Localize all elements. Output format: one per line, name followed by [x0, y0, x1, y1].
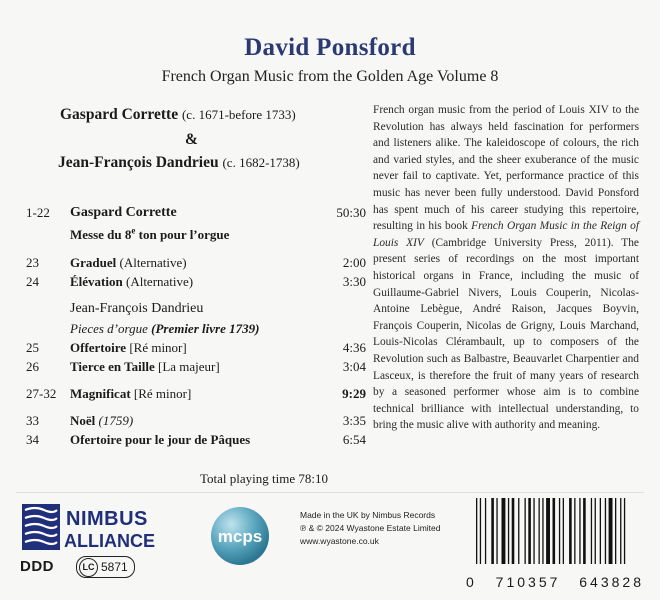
track-duration: 3:35 [342, 413, 366, 428]
work-title: Messe du 8e ton pour l’orgue [70, 225, 230, 242]
artist-name: David Ponsford [244, 34, 416, 61]
composer-line-1 [60, 106, 296, 124]
track-number: 24 [26, 274, 39, 289]
website-text: www.wyastone.co.uk [300, 536, 379, 546]
album-title: French Organ Music from the Golden Age Volume 8 [161, 68, 499, 85]
track-row [26, 358, 366, 376]
track-duration: 6:54 [342, 432, 366, 447]
made-in-text: Made in the UK by Nimbus Records [300, 510, 436, 520]
barcode-digit-lead: 0 [466, 574, 477, 590]
divider [16, 492, 644, 493]
track-duration: 3:30 [342, 274, 366, 289]
total-playing-time: Total playing time 78:10 [200, 471, 328, 486]
track-row [26, 204, 366, 222]
track-number: 23 [26, 255, 39, 270]
composer-ampersand [185, 131, 198, 149]
track-number: 25 [26, 340, 39, 355]
track-number: 1-22 [26, 205, 50, 220]
barcode-digits-right: 643828 [579, 574, 644, 590]
track-duration: 4:36 [342, 340, 366, 355]
album-description: French organ music from the period of Louis XIV to the Revolution has always held fascination for performers and listeners alike. The kaleidoscope of colours, the rich and varied styles, and the sheer exuberance of the music never fail to captivate. Yet, performance practice of this music has never been fully understood. David Ponsford has spent much of his career studying this repertoire, resulting in his book French Organ Music in the Reign of Louis XIV (Cambridge University Press, 2011). The present series of recordings on the most important historical organs in France, including the music of Guillaume-Gabriel Nivers, Louis Couperin, Nicolas-Antoine Lebègue, André Raison, Jacques Boyvin, François Couperin, Nicolas de Grigny, Louis Marchand, Louis-Nicolas Clérambault, up to composers of the Revolution such as Balbastre, Beauvarlet Charpentier and Lasceux, is therefore the fruit of many years of research by a seasoned performer whose aim is to combine technical brilliance with intellectual understanding, to bring the music alive with authority and meaning. [373, 104, 640, 432]
section-composer: Gaspard Corrette [70, 205, 177, 220]
track-row [26, 339, 366, 357]
track-title: Noël (1759) [70, 413, 134, 428]
track-number: 33 [26, 413, 39, 428]
manufacturer-info [300, 509, 441, 548]
barcode [466, 498, 644, 568]
composer-line-2 [58, 154, 300, 172]
nimbus-alliance-logo [22, 504, 184, 550]
book-title: French Organ Music in the Reign of Louis XIV [373, 220, 640, 249]
svg-text:ALLIANCE: ALLIANCE [64, 531, 155, 550]
mcps-logo [210, 506, 270, 566]
ampersand: & [185, 131, 198, 148]
svg-text:NIMBUS: NIMBUS [66, 508, 148, 530]
composer-dates: (c. 1682-1738) [222, 155, 300, 170]
composer-dates: (c. 1671-before 1733) [181, 107, 296, 122]
track-number: 27-32 [26, 386, 57, 401]
work-title: Pieces d’orgue (Premier livre 1739) [70, 321, 260, 336]
track-duration: 3:04 [342, 359, 366, 374]
track-row [26, 412, 366, 430]
track-title: Magnificat [Ré minor] [70, 386, 192, 401]
section-composer: Jean-François Dandrieu [70, 301, 204, 316]
track-row [26, 254, 366, 272]
track-title: Tierce en Taille [La majeur] [70, 359, 220, 374]
track-title: Élévation (Alternative) [70, 274, 194, 289]
track-duration: 2:00 [342, 255, 366, 270]
ddd-code: DDD [20, 558, 54, 575]
track-duration: 50:30 [336, 205, 366, 220]
barcode-digits-left: 710357 [495, 574, 561, 590]
composer-name: Jean-François Dandrieu [58, 154, 219, 171]
track-row [26, 431, 366, 449]
track-number: 26 [26, 359, 39, 374]
track-row [26, 273, 366, 291]
work-title-row [26, 320, 366, 338]
track-number: 34 [26, 432, 39, 447]
lc-number: 5871 [101, 560, 128, 574]
svg-text:mcps: mcps [217, 527, 263, 546]
lc-badge: LC [79, 558, 98, 577]
track-title: Graduel (Alternative) [70, 255, 187, 270]
barcode-number [466, 574, 644, 590]
track-row [26, 385, 366, 403]
work-title-row [26, 226, 366, 244]
track-title: Ofertoire pour le jour de Pâques [70, 432, 251, 447]
copyright-text: ℗ & © 2024 Wyastone Estate Limited [300, 523, 441, 533]
section-heading-row [26, 300, 366, 318]
composer-name: Gaspard Corrette [60, 106, 179, 123]
track-duration: 9:29 [342, 386, 366, 401]
track-title: Offertoire [Ré minor] [70, 340, 187, 355]
label-code [76, 556, 135, 578]
